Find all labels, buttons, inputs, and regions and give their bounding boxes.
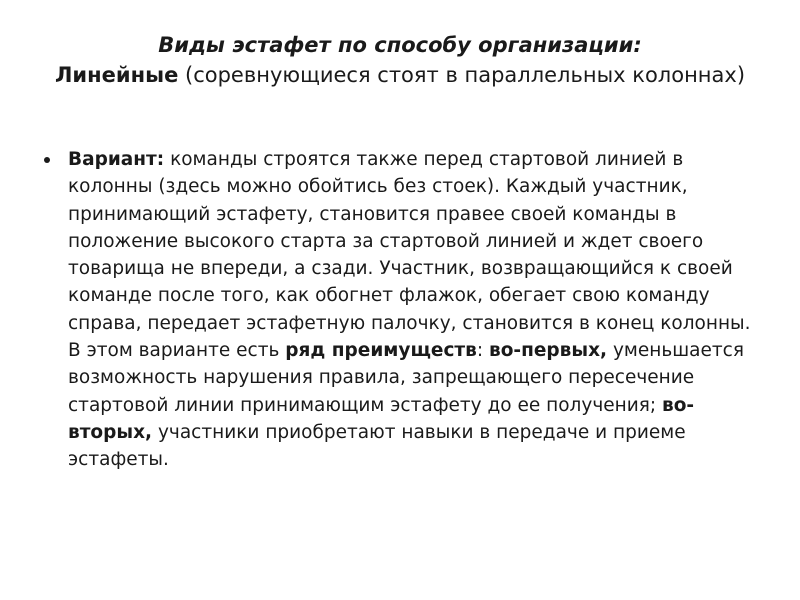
paragraph-text-2: уменьшается возможность нарушения правила, запрещающего пересечение стартовой линии принимающим эстафету до ее получения; <box>68 340 744 416</box>
title-line-1: Виды эстафет по способу организации: <box>158 33 642 57</box>
slide-title <box>40 30 760 90</box>
bullet-icon <box>44 157 50 163</box>
body-paragraph <box>44 146 754 474</box>
title-description: (соревнующиеся стоят в параллельных колоннах) <box>178 63 746 87</box>
paragraph-colon: : <box>476 340 489 362</box>
variant-label: Вариант: <box>68 149 165 170</box>
body-list <box>44 146 754 474</box>
advantages-phrase: ряд преимуществ <box>285 340 477 362</box>
paragraph-text-1: команды строятся также перед стартовой линией в колонны (здесь можно обойтись без стоек). Каждый участник, принимающий эстафету, становится правее своей команды в положение высокого старта за стартовой линией и ждет своего товарища не впереди, а сзади. Участник, возвращающийся к своей команде после того, как обогнет флажок, обегает свою команду справа, передает эстафетную палочку, становится в конец колонны. В этом варианте есть <box>68 149 751 362</box>
title-line-2 <box>40 60 760 90</box>
second-point-label: во-вторых, <box>68 394 695 443</box>
first-point-label: во-первых, <box>489 340 608 362</box>
paragraph-text-3: участники приобретают навыки в передаче и приеме эстафеты. <box>68 421 686 471</box>
title-keyword: Линейные <box>54 63 179 87</box>
